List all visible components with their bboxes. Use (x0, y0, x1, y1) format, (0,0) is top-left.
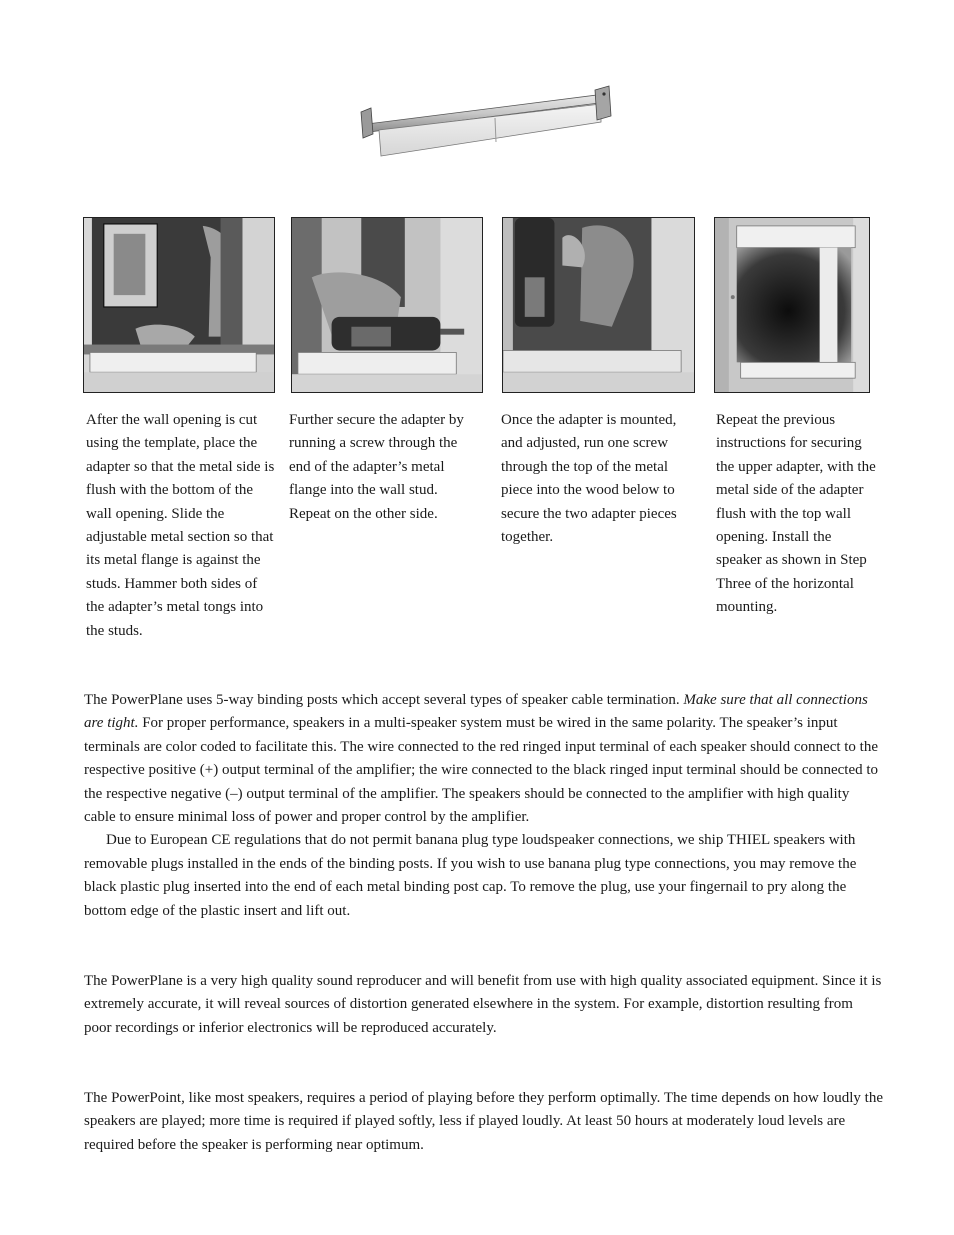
step-4-photo (714, 217, 870, 393)
equipment-paragraph: The PowerPlane is a very high quality sound reproducer and will benefit from use with high quality associated equipment. Since it is extremely accurate, it will reveal sources of distortion generated elsewhere in the system. For example, distortion resulting from poor recordings or inferior electronics will be reproduced accurately. (84, 973, 882, 1036)
step-1-photo (83, 217, 275, 393)
connections-paragraph-1 (84, 689, 884, 829)
connections-paragraph-2: Due to European CE regulations that do not permit banana plug type loudspeaker connections, we ship THIEL speakers with removable plugs installed in the ends of the binding posts. If you wish to use banana plug type connections, you may remove the black plastic plug inserted into the end of each metal binding post cap. To remove the plug, use your fingernail to pry along the bottom edge of the plastic insert and lift out. (84, 832, 857, 919)
step-2-photo (291, 217, 483, 393)
connections-section (84, 689, 884, 923)
step-3-caption: Once the adapter is mounted, and adjusted, run one screw through the top of the metal piece into the wood below to secure the two adapter pieces together. (501, 412, 677, 546)
break-in-paragraph: The PowerPoint, like most speakers, requires a period of playing before they perform optimally. The time depends on how loudly the speakers are played; more time is required if played softly, less if played loudly. At least 50 hours at moderately loud levels are required before the speaker is performing near optimum. (84, 1090, 883, 1153)
step-1-caption: After the wall opening is cut using the template, place the adapter so that the metal side is flush with the bottom of the wall opening. Slide the adjustable metal section so that its metal flange is against the studs. Hammer both sides of the adapter’s metal tongs into the studs. (86, 412, 275, 639)
connections-emphasis: Make sure that all connections are tight. (84, 692, 868, 732)
step-2-caption: Further secure the adapter by running a screw through the end of the adapter’s metal flange into the wall stud. Repeat on the other side. (289, 412, 464, 522)
step-3-photo (502, 217, 695, 393)
step-4-caption: Repeat the previous instructions for securing the upper adapter, with the metal side of the adapter flush with the top wall opening. Install the speaker as shown in Step Three of the horizontal mounting. (716, 412, 876, 616)
connections-text-start: The PowerPlane uses 5-way binding posts which accept several types of speaker cable termination. (84, 692, 684, 708)
adapter-bracket-image (355, 82, 615, 162)
connections-text-rest: For proper performance, speakers in a multi-speaker system must be wired in the same polarity. The speaker’s input terminals are color coded to facilitate this. The wire connected to the red ringed input terminal of each speaker should connect to the respective positive (+) output terminal of the amplifier; the wire connected to the black ringed input terminal should be connected to the respective negative (–) output terminal of the amplifier. The speakers should be connected to the amplifier with high quality cable to ensure minimal loss of power and proper control by the amplifier. (84, 715, 879, 826)
